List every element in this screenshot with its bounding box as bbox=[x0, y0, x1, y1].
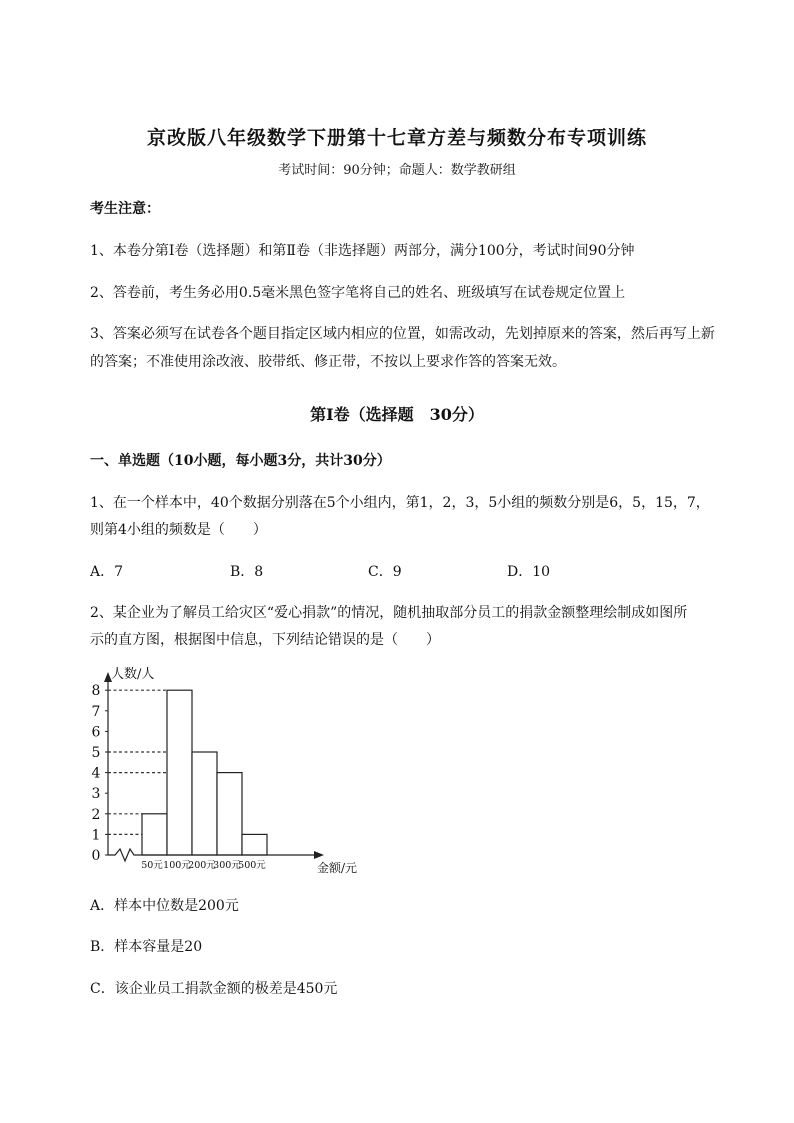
notice-item-2: 2、答卷前，考生务必用0.5毫米黑色签字笔将自己的姓名、班级填写在试卷规定位置上 bbox=[90, 285, 626, 301]
bar-5 bbox=[242, 834, 267, 855]
y-tick-label-5: 5 bbox=[91, 745, 101, 761]
x-tick-label-2: 100元 bbox=[163, 860, 191, 871]
document-subtitle: 考试时间：90分钟；命题人：数学教研组 bbox=[278, 163, 516, 178]
notice-item-3: 3、答案必须写在试卷各个题目指定区域内相应的位置，如需改动，先划掉原来的答案，然后再写上新 bbox=[90, 326, 715, 342]
x-tick-label-3: 200元 bbox=[188, 860, 216, 871]
q2-option-c: C．该企业员工捐款金额的极差是450元 bbox=[90, 981, 338, 997]
q2-option-a: A．样本中位数是200元 bbox=[90, 898, 239, 914]
q2-option-b: B．样本容量是20 bbox=[90, 939, 203, 955]
y-tick-label-8: 8 bbox=[91, 683, 101, 700]
notice-item-1: 1、本卷分第Ⅰ卷（选择题）和第Ⅱ卷（非选择题）两部分，满分100分，考试时间90分钟 bbox=[90, 243, 635, 259]
notice-heading: 考生注意： bbox=[90, 201, 160, 217]
x-tick-label-4: 300元 bbox=[213, 860, 241, 871]
q1-option-a: A．7 bbox=[90, 564, 124, 580]
x-tick-label-5: 500元 bbox=[238, 860, 266, 871]
q1-option-d: D．10 bbox=[507, 564, 551, 580]
bar-1 bbox=[142, 814, 167, 855]
part-heading: 一、单选题（10小题，每小题3分，共计30分） bbox=[90, 453, 391, 469]
q1-option-b: B．8 bbox=[230, 564, 264, 580]
question-2-line-1: 2、某企业为了解员工给灾区“爱心捐款”的情况，随机抽取部分员工的捐款金额整理绘制成如图所 bbox=[90, 605, 688, 621]
x-axis-arrow bbox=[314, 851, 324, 859]
y-tick-label-6: 6 bbox=[91, 724, 101, 741]
y-tick-label-7: 7 bbox=[91, 703, 101, 720]
notice-item-3-cont: 的答案；不准使用涂改液、胶带纸、修正带，不按以上要求作答的答案无效。 bbox=[90, 354, 566, 370]
document-title: 京改版八年级数学下册第十七章方差与频数分布专项训练 bbox=[146, 127, 647, 149]
question-1-line-1: 1、在一个样本中，40个数据分别落在5个小组内，第1，2，3，5小组的频数分别是6，5，15，7， bbox=[90, 495, 710, 511]
section-title: 第Ⅰ卷（选择题 30分） bbox=[310, 405, 484, 424]
bar-4 bbox=[217, 773, 242, 855]
y-tick-label-4: 4 bbox=[91, 765, 101, 782]
y-tick-label-0: 0 bbox=[91, 848, 101, 864]
bar-2 bbox=[167, 690, 192, 855]
bar-3 bbox=[192, 752, 217, 855]
q1-option-c: C．9 bbox=[368, 564, 402, 580]
question-1-line-2: 则第4小组的频数是（ ） bbox=[90, 522, 267, 538]
question-2-line-2: 示的直方图，根据图中信息，下列结论错误的是（ ） bbox=[90, 632, 440, 648]
x-tick-label-1: 50元 bbox=[141, 860, 163, 871]
y-tick-label-2: 2 bbox=[91, 806, 101, 823]
y-tick-label-3: 3 bbox=[91, 786, 101, 803]
y-axis-title: 人数/人 bbox=[111, 667, 155, 682]
x-axis-title: 金额/元 bbox=[317, 861, 358, 875]
y-tick-label-1: 1 bbox=[91, 827, 101, 844]
